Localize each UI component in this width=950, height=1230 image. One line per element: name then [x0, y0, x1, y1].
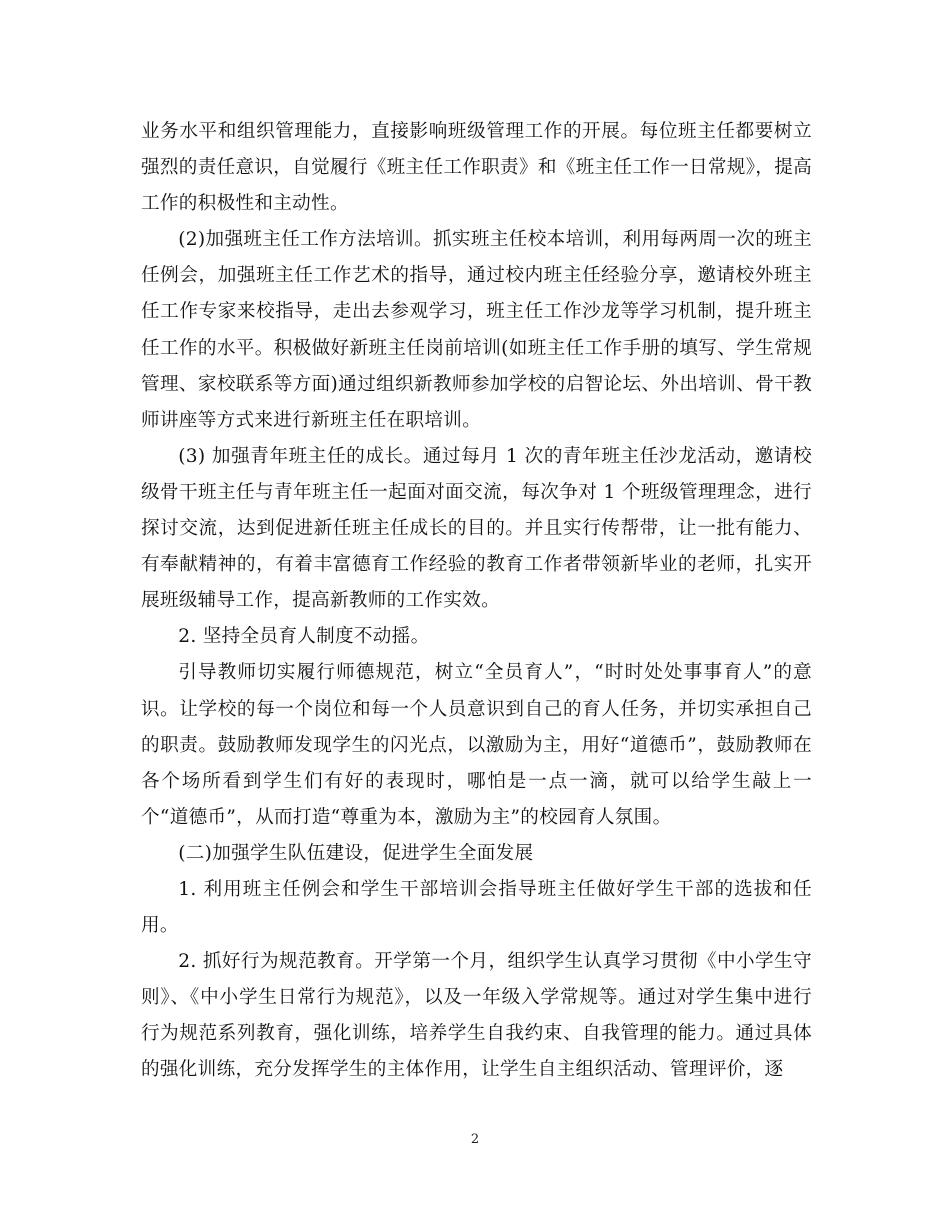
- paragraph-8: 2. 抓好行为规范教育。开学第一个月，组织学生认真学习贯彻《中小学生守则》、《中小学生日常行为规范》，以及一年级入学常规等。通过对学生集中进行行为规范系列教育，强化训练，培养学生自我约束、自我管理的能力。通过具体的强化训练，充分发挥学生的主体作用，让学生自主组织活动、管理评价，逐: [141, 951, 812, 1081]
- paragraph-5: 引导教师切实履行师德规范，树立“全员育人”，“时时处处事事育人”的意识。让学校的每一个岗位和每一个人员意识到自己的育人任务，并切实承担自己的职责。鼓励教师发现学生的闪光点，以激励为主，用好“道德币”，鼓励教师在各个场所看到学生们有好的表现时，哪怕是一点一滴，就可以给学生敲上一个“道德币”，从而打造“尊重为本，激励为主”的校园育人氛围。: [141, 662, 812, 828]
- page-number: 2: [470, 1132, 480, 1147]
- paragraph-7: 1. 利用班主任例会和学生干部培训会指导班主任做好学生干部的选拔和任用。: [141, 878, 812, 937]
- paragraph-3: (3) 加强青年班主任的成长。通过每月 1 次的青年班主任沙龙活动，邀请校级骨干班主任与青年班主任一起面对面交流，每次争对 1 个班级管理理念，进行探讨交流，达到促进新任班主任成长的目的。并且实行传帮带，让一批有能力、有奉献精神的，有着丰富德育工作经验的教育工作者带领新毕业的老师，扎实开展班级辅导工作，提高新教师的工作实效。: [141, 445, 812, 612]
- section-heading: (二)加强学生队伍建设，促进学生全面发展: [178, 842, 534, 864]
- paragraph-2: (2)加强班主任工作方法培训。抓实班主任校本培训，利用每两周一次的班主任例会，加强班主任工作艺术的指导，通过校内班主任经验分享，邀请校外班主任工作专家来校指导，走出去参观学习，班主任工作沙龙等学习机制，提升班主任工作的水平。积极做好新班主任岗前培训(如班主任工作手册的填写、学生常规管理、家校联系等方面)通过组织新教师参加学校的启智论坛、外出培训、骨干教师讲座等方式来进行新班主任在职培训。: [141, 229, 812, 431]
- paragraph-1: 业务水平和组织管理能力，直接影响班级管理工作的开展。每位班主任都要树立强烈的责任意识，自觉履行《班主任工作职责》和《班主任工作一日常规》，提高工作的积极性和主动性。: [141, 121, 812, 215]
- document-body: [141, 114, 812, 1089]
- paragraph-4-heading: 2. 坚持全员育人制度不动摇。: [178, 626, 430, 648]
